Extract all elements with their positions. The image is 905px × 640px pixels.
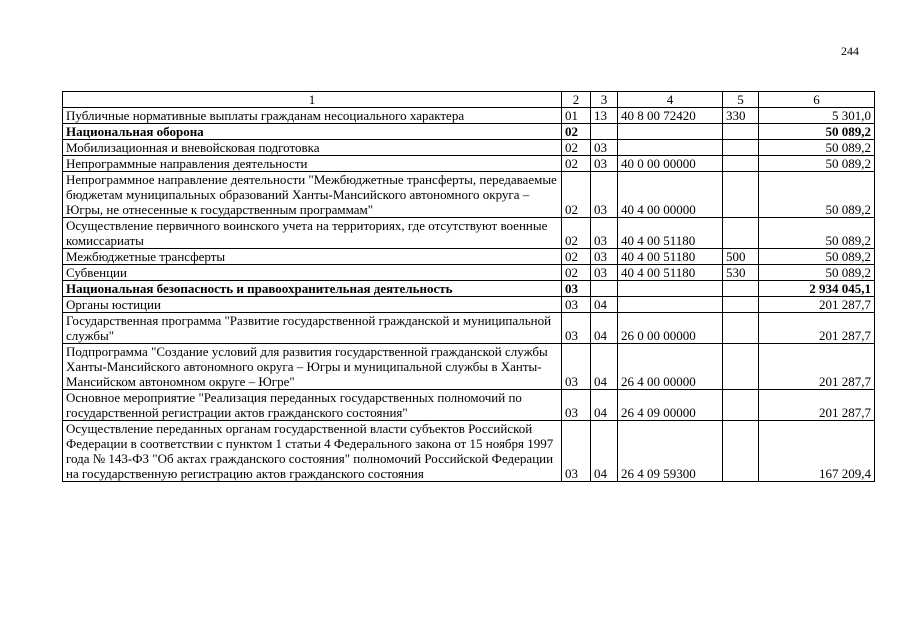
row-expense-type-cell: 330 xyxy=(723,108,759,124)
row-expense-type-cell xyxy=(723,313,759,344)
row-name-cell: Государственная программа "Развитие государственной гражданской и муниципальной службы" xyxy=(63,313,562,344)
row-name-cell: Публичные нормативные выплаты гражданам несоциального характера xyxy=(63,108,562,124)
row-expense-type-cell xyxy=(723,124,759,140)
table-row xyxy=(63,249,875,265)
row-subsection-cell: 04 xyxy=(591,390,618,421)
row-amount-cell: 50 089,2 xyxy=(759,156,875,172)
row-subsection-cell: 03 xyxy=(591,249,618,265)
row-section-cell: 02 xyxy=(562,172,591,218)
row-expense-type-cell xyxy=(723,390,759,421)
budget-table xyxy=(62,91,875,482)
table-row xyxy=(63,265,875,281)
row-amount-cell: 50 089,2 xyxy=(759,172,875,218)
row-name-cell: Основное мероприятие "Реализация переданных государственных полномочий по государственной регистрации актов гражданского состояния" xyxy=(63,390,562,421)
row-expense-type-cell xyxy=(723,297,759,313)
row-subsection-cell: 04 xyxy=(591,313,618,344)
row-subsection-cell xyxy=(591,281,618,297)
row-subsection-cell: 03 xyxy=(591,172,618,218)
header-cell: 3 xyxy=(591,92,618,108)
row-name-cell: Национальная оборона xyxy=(63,124,562,140)
row-name-cell: Органы юстиции xyxy=(63,297,562,313)
table-row xyxy=(63,124,875,140)
row-expense-type-cell xyxy=(723,218,759,249)
row-expense-type-cell xyxy=(723,156,759,172)
row-subsection-cell: 13 xyxy=(591,108,618,124)
row-section-cell: 02 xyxy=(562,249,591,265)
header-cell: 4 xyxy=(618,92,723,108)
row-subsection-cell: 04 xyxy=(591,421,618,482)
row-name-cell: Осуществление первичного воинского учета на территориях, где отсутствуют военные комиссариаты xyxy=(63,218,562,249)
row-amount-cell: 167 209,4 xyxy=(759,421,875,482)
row-subsection-cell xyxy=(591,124,618,140)
row-section-cell: 02 xyxy=(562,265,591,281)
header-cell: 1 xyxy=(63,92,562,108)
table-row xyxy=(63,281,875,297)
row-expense-type-cell xyxy=(723,344,759,390)
row-target-article-cell: 40 4 00 00000 xyxy=(618,172,723,218)
row-subsection-cell: 03 xyxy=(591,265,618,281)
row-target-article-cell: 26 4 00 00000 xyxy=(618,344,723,390)
row-name-cell: Национальная безопасность и правоохранительная деятельность xyxy=(63,281,562,297)
row-amount-cell: 201 287,7 xyxy=(759,313,875,344)
row-subsection-cell: 03 xyxy=(591,218,618,249)
row-name-cell: Осуществление переданных органам государственной власти субъектов Российской Федерации в соответствии с пунктом 1 статьи 4 Федерального закона от 15 ноября 1997 года № 143-ФЗ "Об актах гражданского состояния" полномочий Российской Федерации на государственную регистрацию актов гражданского состояния xyxy=(63,421,562,482)
row-expense-type-cell: 500 xyxy=(723,249,759,265)
row-expense-type-cell xyxy=(723,172,759,218)
row-subsection-cell: 03 xyxy=(591,156,618,172)
row-section-cell: 03 xyxy=(562,390,591,421)
row-subsection-cell: 03 xyxy=(591,140,618,156)
row-section-cell: 03 xyxy=(562,421,591,482)
table-row xyxy=(63,421,875,482)
row-expense-type-cell xyxy=(723,421,759,482)
header-cell: 6 xyxy=(759,92,875,108)
table-row xyxy=(63,390,875,421)
row-section-cell: 01 xyxy=(562,108,591,124)
table-row xyxy=(63,313,875,344)
row-expense-type-cell xyxy=(723,281,759,297)
row-target-article-cell xyxy=(618,297,723,313)
row-amount-cell: 201 287,7 xyxy=(759,297,875,313)
table-row xyxy=(63,218,875,249)
table-row xyxy=(63,344,875,390)
page-number: 244 xyxy=(841,44,859,58)
table-row xyxy=(63,172,875,218)
header-cell: 5 xyxy=(723,92,759,108)
row-section-cell: 03 xyxy=(562,281,591,297)
row-section-cell: 02 xyxy=(562,156,591,172)
row-target-article-cell xyxy=(618,281,723,297)
row-amount-cell: 5 301,0 xyxy=(759,108,875,124)
row-target-article-cell xyxy=(618,124,723,140)
row-amount-cell: 201 287,7 xyxy=(759,390,875,421)
row-name-cell: Субвенции xyxy=(63,265,562,281)
table-row xyxy=(63,108,875,124)
header-cell: 2 xyxy=(562,92,591,108)
row-name-cell: Непрограммное направление деятельности "Межбюджетные трансферты, передаваемые бюджетам муниципальных образований Ханты-Мансийского автономного округа – Югры, не отнесенные к государственным программам" xyxy=(63,172,562,218)
table-row xyxy=(63,156,875,172)
row-target-article-cell xyxy=(618,140,723,156)
row-subsection-cell: 04 xyxy=(591,297,618,313)
row-target-article-cell: 40 4 00 51180 xyxy=(618,249,723,265)
row-section-cell: 02 xyxy=(562,140,591,156)
table-header-row xyxy=(63,92,875,108)
row-subsection-cell: 04 xyxy=(591,344,618,390)
row-amount-cell: 50 089,2 xyxy=(759,140,875,156)
row-section-cell: 03 xyxy=(562,344,591,390)
row-section-cell: 03 xyxy=(562,313,591,344)
row-amount-cell: 50 089,2 xyxy=(759,218,875,249)
row-amount-cell: 50 089,2 xyxy=(759,124,875,140)
row-amount-cell: 50 089,2 xyxy=(759,265,875,281)
row-target-article-cell: 40 4 00 51180 xyxy=(618,265,723,281)
row-amount-cell: 50 089,2 xyxy=(759,249,875,265)
row-section-cell: 02 xyxy=(562,218,591,249)
row-section-cell: 03 xyxy=(562,297,591,313)
row-name-cell: Непрограммные направления деятельности xyxy=(63,156,562,172)
row-amount-cell: 201 287,7 xyxy=(759,344,875,390)
table-row xyxy=(63,140,875,156)
row-expense-type-cell xyxy=(723,140,759,156)
row-target-article-cell: 26 0 00 00000 xyxy=(618,313,723,344)
row-target-article-cell: 26 4 09 00000 xyxy=(618,390,723,421)
row-name-cell: Межбюджетные трансферты xyxy=(63,249,562,265)
row-expense-type-cell: 530 xyxy=(723,265,759,281)
row-target-article-cell: 40 4 00 51180 xyxy=(618,218,723,249)
row-name-cell: Подпрограмма "Создание условий для развития государственной гражданской службы Ханты-Мансийского автономного округа – Югры и муниципальной службы в Ханты-Мансийском автономном округе – Югре" xyxy=(63,344,562,390)
row-amount-cell: 2 934 045,1 xyxy=(759,281,875,297)
table-row xyxy=(63,297,875,313)
row-target-article-cell: 40 0 00 00000 xyxy=(618,156,723,172)
row-target-article-cell: 40 8 00 72420 xyxy=(618,108,723,124)
row-section-cell: 02 xyxy=(562,124,591,140)
row-name-cell: Мобилизационная и вневойсковая подготовка xyxy=(63,140,562,156)
row-target-article-cell: 26 4 09 59300 xyxy=(618,421,723,482)
